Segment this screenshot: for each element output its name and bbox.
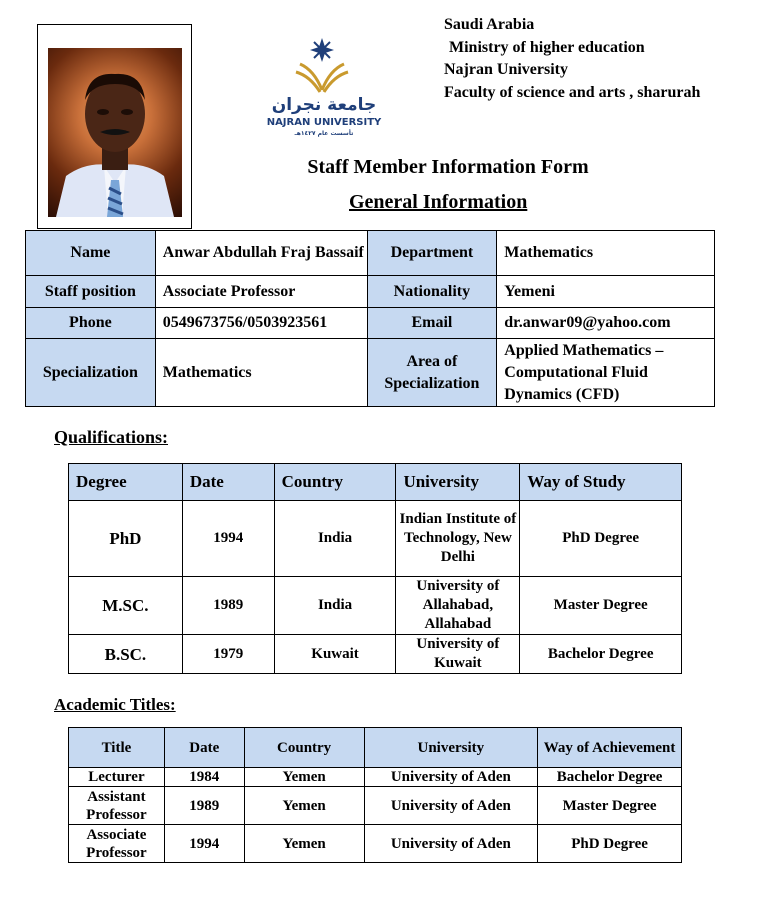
star-icon (310, 38, 334, 62)
department-label: Department (367, 231, 497, 276)
column-header: Date (164, 728, 244, 768)
header-line-country: Saudi Arabia (444, 16, 535, 33)
column-header: Country (274, 464, 396, 501)
date-cell: 1994 (164, 825, 244, 863)
date-cell: 1989 (164, 787, 244, 825)
way-of-achievement-cell: Master Degree (538, 787, 682, 825)
way-of-study-cell: Bachelor Degree (520, 635, 682, 674)
university-cell: University of Kuwait (396, 635, 520, 674)
header-line-ministry: Ministry of higher education (449, 38, 645, 56)
nationality-label: Nationality (367, 276, 497, 308)
university-cell: University of Allahabad, Allahabad (396, 577, 520, 635)
qualifications-title-suffix: : (162, 427, 169, 447)
column-header: Way of Achievement (538, 728, 682, 768)
way-of-study-cell: Master Degree (520, 577, 682, 635)
photo-frame (37, 24, 192, 229)
position-label: Staff position (26, 276, 156, 308)
email-value[interactable]: dr.anwar09@yahoo.com (497, 308, 715, 339)
name-value: Anwar Abdullah Fraj Bassaif (155, 231, 367, 276)
date-cell: 1984 (164, 768, 244, 787)
date-cell: 1994 (182, 501, 274, 577)
specialization-label: Specialization (26, 339, 156, 407)
table-row (26, 276, 715, 308)
form-title: Staff Member Information Form (307, 156, 589, 178)
general-info-table (25, 230, 715, 407)
area-value: Applied Mathematics – Computational Fluid Dynamics (CFD) (497, 339, 715, 407)
table-header-row (69, 728, 682, 768)
name-label: Name (26, 231, 156, 276)
qualifications-title (54, 427, 168, 448)
staff-photo (48, 48, 182, 217)
nationality-value: Yemeni (497, 276, 715, 308)
title-cell: Assistant Professor (69, 787, 165, 825)
table-row (69, 825, 682, 863)
academic-titles-title: Academic Titles: (54, 695, 176, 714)
country-cell: India (274, 577, 396, 635)
table-row (69, 501, 682, 577)
svg-text:NAJRAN UNIVERSITY: NAJRAN UNIVERSITY (266, 117, 382, 128)
department-value: Mathematics (497, 231, 715, 276)
university-cell: University of Aden (364, 787, 538, 825)
table-header-row (69, 464, 682, 501)
table-row (26, 339, 715, 407)
column-header: Title (69, 728, 165, 768)
way-of-achievement-cell: PhD Degree (538, 825, 682, 863)
phone-label: Phone (26, 308, 156, 339)
academic-titles-table (68, 727, 682, 863)
specialization-value: Mathematics (155, 339, 367, 407)
way-of-study-cell: PhD Degree (520, 501, 682, 577)
header-line-faculty: Faculty of science and arts , sharurah (444, 83, 701, 101)
column-header: University (364, 728, 538, 768)
header-line-university: Najran University (444, 61, 568, 78)
table-row (26, 231, 715, 276)
university-cell: University of Aden (364, 768, 538, 787)
table-row (69, 635, 682, 674)
svg-text:جامعة نجران: جامعة نجران (271, 95, 377, 115)
column-header: Degree (69, 464, 183, 501)
column-header: Way of Study (520, 464, 682, 501)
email-label: Email (367, 308, 497, 339)
general-info-title: General Information (349, 191, 528, 213)
phone-value: 0549673756/0503923561 (155, 308, 367, 339)
date-cell: 1979 (182, 635, 274, 674)
column-header: Country (244, 728, 364, 768)
title-cell: Associate Professor (69, 825, 165, 863)
degree-cell: M.SC. (69, 577, 183, 635)
degree-cell: B.SC. (69, 635, 183, 674)
country-cell: Yemen (244, 787, 364, 825)
title-cell: Lecturer (69, 768, 165, 787)
qualifications-title-text: Qualifications (54, 427, 163, 447)
country-cell: Kuwait (274, 635, 396, 674)
country-cell: Yemen (244, 825, 364, 863)
country-cell: India (274, 501, 396, 577)
table-row (69, 768, 682, 787)
table-row (26, 308, 715, 339)
table-row (69, 577, 682, 635)
table-row (69, 787, 682, 825)
country-cell: Yemen (244, 768, 364, 787)
position-value: Associate Professor (155, 276, 367, 308)
university-cell: Indian Institute of Technology, New Delhi (396, 501, 520, 577)
way-of-achievement-cell: Bachelor Degree (538, 768, 682, 787)
institution-header (444, 14, 700, 104)
date-cell: 1989 (182, 577, 274, 635)
svg-text:تأسست عام ١٤٢٧هـ: تأسست عام ١٤٢٧هـ (294, 130, 354, 137)
area-label: Area of Specialization (367, 339, 497, 407)
najran-university-logo (262, 36, 387, 140)
column-header: University (396, 464, 520, 501)
qualifications-table (68, 463, 682, 674)
university-cell: University of Aden (364, 825, 538, 863)
column-header: Date (182, 464, 274, 501)
degree-cell: PhD (69, 501, 183, 577)
